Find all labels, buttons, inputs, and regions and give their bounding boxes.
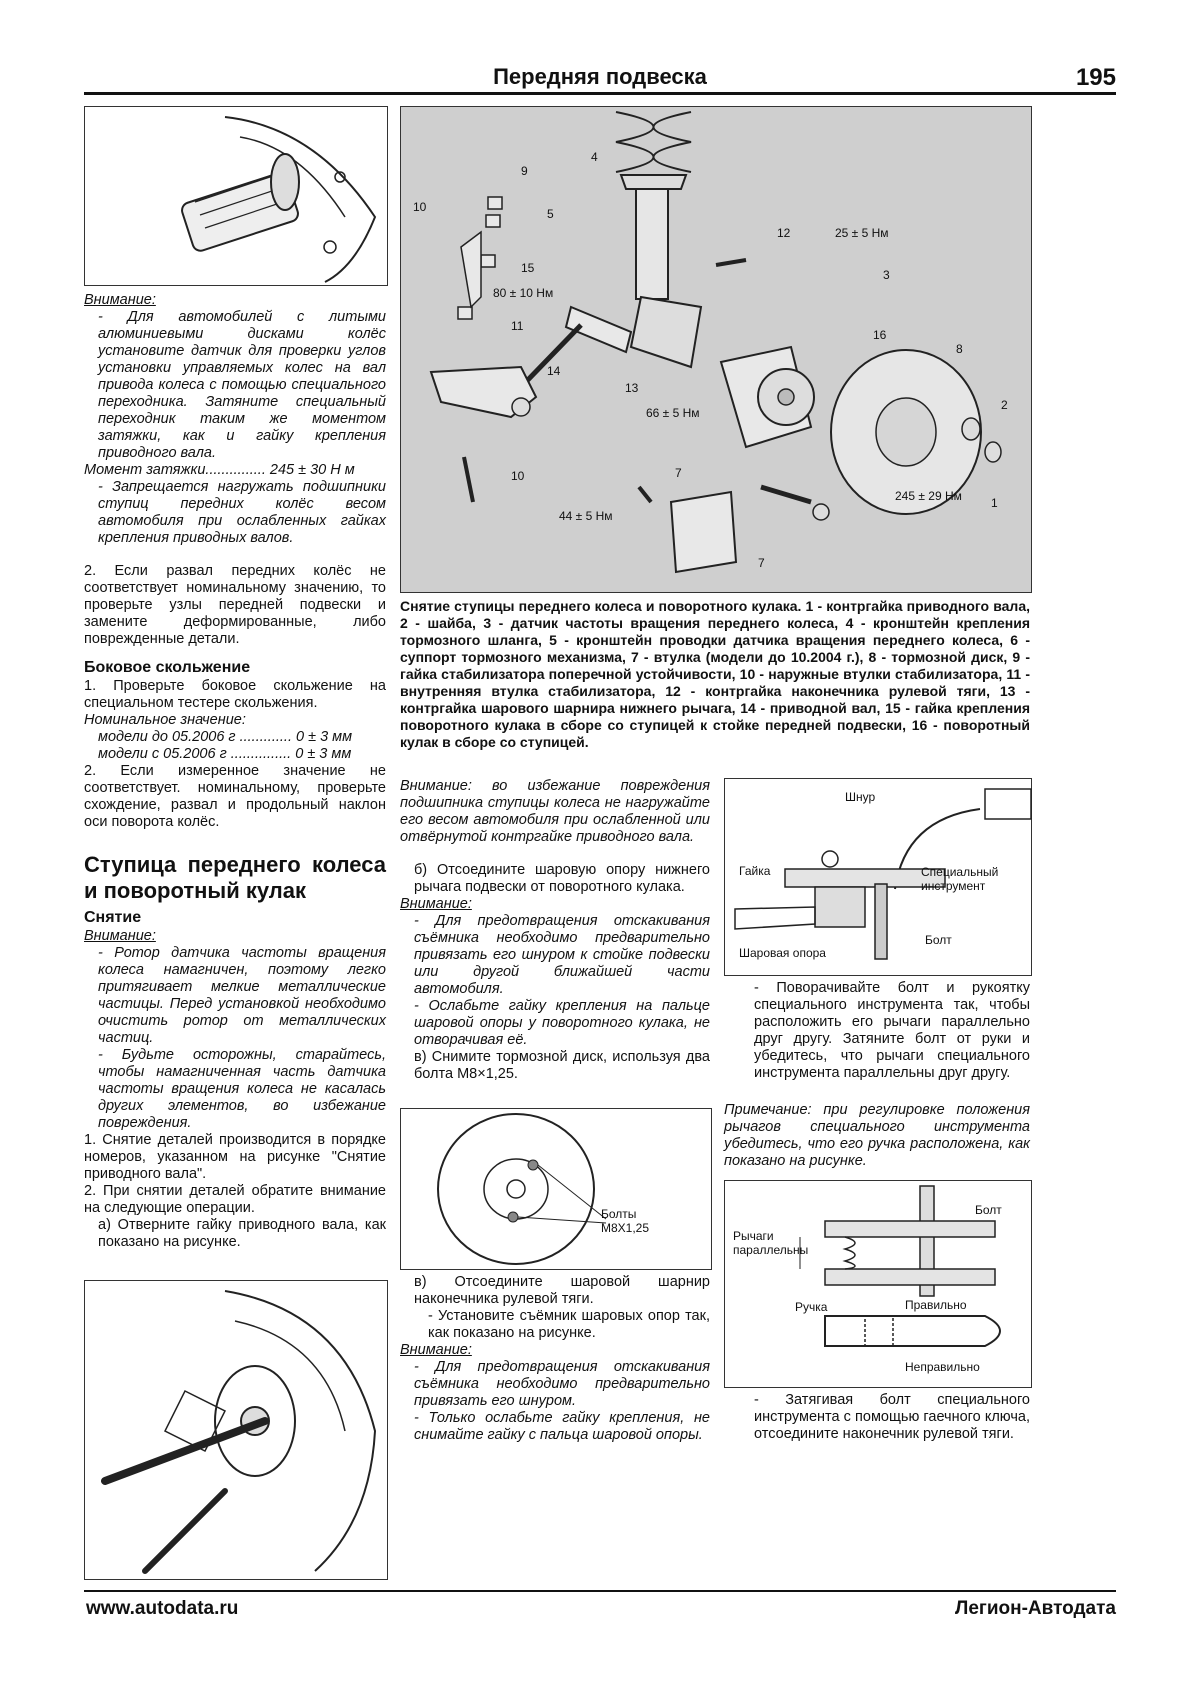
callout-10: 10 [413, 200, 427, 214]
label-nut: Гайка [739, 864, 771, 878]
callout-1: 1 [991, 496, 998, 510]
callout-7: 7 [675, 466, 682, 480]
disc-bolts-label: Болты M8X1,25 [601, 1207, 650, 1235]
callout-7-lower: 7 [758, 556, 765, 570]
paragraph: - Поворачивайте болт и рукоятку специального инструмента так, чтобы расположить его рычаги параллельно друг другу. Затяните болт от руки и убедитесь, что рычаги специального инструмента параллельны друг другу. [754, 980, 1030, 1081]
warning-label: Внимание: [400, 896, 472, 912]
nominal-value: модели до 05.2006 г ............. 0 ± 3 мм [98, 729, 353, 745]
paragraph: в) Снимите тормозной диск, используя два болта M8×1,25. [414, 1049, 710, 1082]
warning-block-driveshaft [400, 778, 710, 846]
section-hub [84, 852, 386, 1251]
figure-driveshaft-nut [84, 1280, 388, 1580]
callout-3: 3 [883, 268, 890, 282]
torque-label: 66 ± 5 Нм [646, 406, 700, 420]
warning-text: - Для автомобилей с литыми алюминиевыми дисками колёс установите датчик для проверки углов установки управляемых колес на вал привода колеса с помощью специального переходника. Затяните специальный переходник таким же моментом затяжки, как и гайку крепления приводного вала. [98, 309, 386, 461]
paragraph: 2. Если развал передних колёс не соответствует номинальному значению, то проверьте узлы передней подвески и замените деформированные, либо поврежденные детали. [84, 563, 386, 647]
callout-13: 13 [625, 381, 639, 395]
note-text: Примечание: при регулировке положения рычагов специального инструмента убедитесь, что его ручка расположена, как показано на рисунке. [724, 1102, 1030, 1169]
torque-label: 245 ± 29 Нм [895, 489, 962, 503]
warning-text: - Для предотвращения отскакивания съёмника необходимо предварительно привязать его шнуром к стойке подвески или другой ближайшей части автомобиля. [414, 913, 710, 997]
figure-wheel-adapter [84, 106, 388, 286]
subsection-heading: Снятие [84, 909, 142, 926]
paragraph: б) Отсоедините шаровую опору нижнего рычага подвески от поворотного кулака. [414, 862, 710, 895]
figure-brake-disc-bolts [400, 1108, 712, 1270]
paragraph: 1. Снятие деталей производится в порядке номеров, указанном на рисунке "Снятие приводного вала". [84, 1132, 386, 1182]
label-correct: Правильно [905, 1298, 967, 1312]
warning-text: - Ослабьте гайку крепления на пальце шаровой опоры у поворотного кулака, не отворачивая её. [414, 998, 710, 1048]
callout-8: 8 [956, 342, 963, 356]
warning-text: - Будьте осторожны, старайтесь, чтобы намагниченная часть датчика частоты вращения колеса не касалась других элементов, во избежание повреждения. [98, 1047, 386, 1131]
footer-rule [84, 1590, 1116, 1592]
callout-10-lower: 10 [511, 469, 525, 483]
paragraph: а) Отверните гайку приводного вала, как показано на рисунке. [98, 1217, 386, 1250]
paragraph: - Установите съёмник шаровых опор так, как показано на рисунке. [428, 1308, 710, 1341]
callout-16: 16 [873, 328, 887, 342]
label-cord: Шнур [845, 790, 876, 804]
torque-value: Момент затяжки............... 245 ± 30 Н м [84, 462, 355, 478]
callout-2: 2 [1001, 398, 1008, 412]
page-number: 195 [1075, 64, 1116, 91]
figure-puller-levers [724, 1180, 1032, 1388]
header-rule [84, 92, 1116, 95]
callout-15: 15 [521, 261, 535, 275]
label-levers-parallel: Рычаги параллельны [733, 1229, 809, 1257]
torque-label: 80 ± 10 Нм [493, 286, 554, 300]
figure-puller-install [724, 778, 1032, 976]
torque-label: 44 ± 5 Нм [559, 509, 613, 523]
callout-4: 4 [591, 150, 598, 164]
label-wrong: Неправильно [905, 1360, 980, 1374]
footer-publisher: Легион-Автодата [955, 1598, 1116, 1619]
figure-caption: Снятие ступицы переднего колеса и поворотного кулака. 1 - контргайка приводного вала, 2 - шайба, 3 - датчик частоты вращения переднего колеса, 4 - кронштейн крепления тормозного шланга, 5 - кронштейн проводки датчика вращения переднего колеса, 6 - суппорт тормозного механизма, 7 - втулка (модели до 10.2004 г.), 8 - тормозной диск, 9 - гайка стабилизатора поперечной устойчивости, 10 - наружные втулки стабилизатора, 11 - внутренняя втулка стабилизатора, 12 - контргайка наконечника рулевой тяги, 13 - контргайка шарового шарнира нижнего рычага, 14 - приводной вал, 15 - гайка крепления поворотного кулака в сборе со ступицей к стойке передней подвески, 16 - поворотный кулак в сборе со ступицей. [400, 598, 1030, 750]
paragraph: - Затягивая болт специального инструмента с помощью гаечного ключа, отсоедините наконечник рулевой тяги. [754, 1392, 1030, 1442]
text-block-tie-rod [400, 1274, 710, 1444]
paragraph: 1. Проверьте боковое скольжение на специальном тестере скольжения. [84, 678, 386, 711]
section-title: Ступица переднего колеса и поворотный кулак [84, 852, 386, 903]
callout-14: 14 [547, 364, 561, 378]
figure-hub-knuckle-exploded [400, 106, 1032, 593]
label-bolt: Болт [925, 933, 952, 947]
footer-website: www.autodata.ru [86, 1598, 239, 1619]
warning-text: - Для предотвращения отскакивания съёмника необходимо предварительно привязать его шнуром. [414, 1359, 710, 1409]
warning-text: - Запрещается нагружать подшипники ступиц передних колёс весом автомобиля при ослабленных гайках крепления приводных валов. [98, 479, 386, 546]
warning-text: Внимание: во избежание повреждения подшипника ступицы колеса не нагружайте его весом автомобиля при ослабленной или отвёрнутой контргайке приводного вала. [400, 778, 710, 845]
warning-label: Внимание: [400, 1342, 472, 1358]
nominal-value: модели с 05.2006 г ............... 0 ± 3 мм [98, 746, 352, 762]
text-block-camber [84, 563, 386, 648]
text-block-tighten [740, 1392, 1030, 1443]
paragraph: 2. Если измеренное значение не соответствует. номинальному, проверьте схождение, развал и продольный наклон оси поворота колёс. [84, 763, 386, 830]
callout-5: 5 [547, 207, 554, 221]
text-block-ball-joint [400, 862, 710, 1083]
label-handle: Ручка [795, 1300, 828, 1314]
text-block-levers [740, 980, 1030, 1082]
note-block [724, 1102, 1030, 1170]
warning-label: Внимание: [84, 292, 156, 308]
label-bolt: Болт [975, 1203, 1002, 1217]
warning-label: Внимание: [84, 928, 156, 944]
torque-label: 25 ± 5 Нм [835, 226, 889, 240]
callout-11: 11 [511, 319, 524, 333]
nominal-label: Номинальное значение: [84, 712, 246, 728]
callout-12: 12 [777, 226, 791, 240]
warning-text: - Только ослабьте гайку крепления, не снимайте гайку с пальца шаровой опоры. [414, 1410, 710, 1443]
paragraph: в) Отсоедините шаровой шарнир наконечника рулевой тяги. [414, 1274, 710, 1307]
warning-text: - Ротор датчика частоты вращения колеса намагничен, поэтому легко притягивает мелкие металлические частицы. Перед установкой необходимо очистить ротор от металлических частиц. [98, 945, 386, 1046]
paragraph: 2. При снятии деталей обратите внимание на следующие операции. [84, 1183, 386, 1216]
section-side-slip [84, 658, 386, 831]
callout-9: 9 [521, 164, 528, 178]
label-ball-joint: Шаровая опора [739, 946, 826, 960]
page-title: Передняя подвеска [493, 64, 707, 89]
section-heading: Боковое скольжение [84, 659, 251, 676]
warning-block-1 [84, 292, 386, 547]
label-special-tool: Специальный инструмент [921, 865, 999, 893]
